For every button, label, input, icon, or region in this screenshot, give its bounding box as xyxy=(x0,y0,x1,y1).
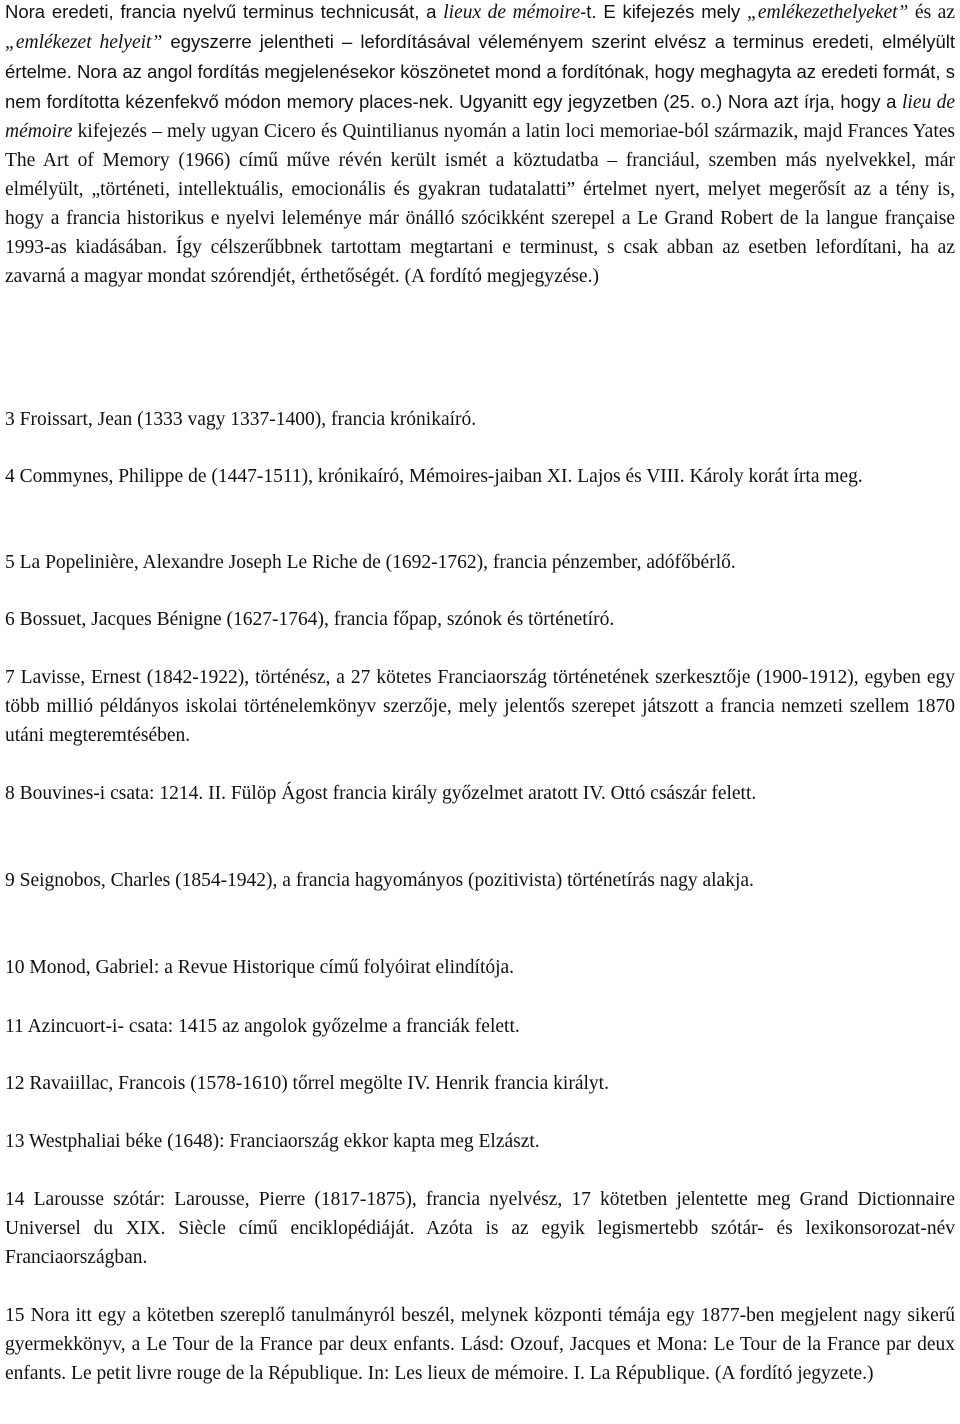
footnote-12: 12 Ravaiillac, Francois (1578-1610) tőrrel megölte IV. Henrik francia királyt. xyxy=(5,1073,609,1094)
note-intro-paragraph xyxy=(5,0,955,291)
intro-italic-emlekezet-helyeit: „emlékezet helyeit” xyxy=(5,32,163,53)
intro-text-4: egyszerre jelentheti – lefordításával véleményem szerint elvész a terminus eredeti, elmélyült értelme. xyxy=(5,31,955,82)
intro-text-5: Nora az angol fordítás megjelenésekor köszönetet mond a fordítónak, hogy meghagyta az eredeti formát, s nem fordította kézenfekvő módon memory places-nek. Ugyanitt egy jegyzetben (25. o.) xyxy=(5,61,955,112)
footnote-3: 3 Froissart, Jean (1333 vagy 1337-1400), francia krónikaíró. xyxy=(5,409,477,430)
intro-text-1: Nora eredeti, francia nyelvű terminus technicusát, a xyxy=(5,1,444,22)
footnote-13: 13 Westphaliai béke (1648): Franciaország ekkor kapta meg Elzászt. xyxy=(5,1131,540,1152)
footnote-6: 6 Bossuet, Jacques Bénigne (1627-1764), francia főpap, szónok és történetíró. xyxy=(5,609,615,630)
footnote-5: 5 La Popelinière, Alexandre Joseph Le Riche de (1692-1762), francia pénzember, adófőbérlő. xyxy=(5,552,736,573)
intro-text-2: -t. E kifejezés mely xyxy=(580,1,748,22)
footnote-4: 4 Commynes, Philippe de (1447-1511), krónikaíró, Mémoires-jaiban XI. Lajos és VIII. Károly korát írta meg. xyxy=(5,466,863,487)
intro-italic-lieu: lieu de mémoire xyxy=(5,92,955,142)
footnote-14: 14 Larousse szótár: Larousse, Pierre (1817-1875), francia nyelvész, 17 kötetben jelentette meg Grand Dictionnaire Universel du XIX. Siècle című enciklopédiáját. Azóta is az egyik legismertebb szótár- és lexikonsorozat-név Franciaországban. xyxy=(5,1189,955,1268)
footnote-15: 15 Nora itt egy a kötetben szereplő tanulmányról beszél, melynek központi témája egy 1877-ben megjelent nagy sikerű gyermekkönyv, a Le Tour de la France par deux enfants. Lásd: Ozouf, Jacques et Mona: Le Tour de la France par deux enfants. Le petit livre rouge de la République. In: Les lieux de mémoire. I. La République. (A fordító jegyzete.) xyxy=(5,1305,955,1384)
intro-italic-lieux: lieux de mémoire xyxy=(443,2,581,23)
intro-text-7: kifejezés – mely ugyan Cicero és Quintilianus nyomán a latin loci memoriae-ból származik, majd Frances Yates The Art of Memory (1966) című műve révén került ismét a köztudatba – franciául, szemben más nyelvekkel, már elmélyült, „történeti, intellektuális, emocionális és gyakran tudatalatti” értelmet nyert, melyet megerősít az a tény is, hogy a francia historikus e nyelvi leleménye már önálló szócikként szerepel a Le Grand Robert de la langue française 1993-as kiadásában. Így célszerűbbnek tartottam megtartani e terminust, s csak abban az esetben lefordítani, ha az zavarná a magyar mondat szórendjét, érthetőségét. (A fordító megjegyzése.) xyxy=(5,121,955,287)
intro-text-3: és az xyxy=(908,2,955,23)
footnote-9: 9 Seignobos, Charles (1854-1942), a francia hagyományos (pozitivista) történetírás nagy alakja. xyxy=(5,870,754,891)
footnote-7: 7 Lavisse, Ernest (1842-1922), történész, a 27 kötetes Franciaország történetének szerkesztője (1900-1912), egyben egy több millió példányos iskolai történelemkönyv szerzője, mely jelentős szerepet játszott a francia nemzeti szellem 1870 utáni megteremtésében. xyxy=(5,667,955,746)
intro-italic-emlekezethelyeket: „emlékezethelyeket” xyxy=(747,2,909,23)
footnote-10: 10 Monod, Gabriel: a Revue Historique című folyóirat elindítója. xyxy=(5,957,515,978)
footnote-8: 8 Bouvines-i csata: 1214. II. Fülöp Ágost francia király győzelmet aratott IV. Ottó császár felett. xyxy=(5,783,757,804)
footnote-11: 11 Azincuort-i- csata: 1415 az angolok győzelme a franciák felett. xyxy=(5,1016,520,1037)
intro-text-6: Nora azt írja, hogy a xyxy=(722,91,902,112)
